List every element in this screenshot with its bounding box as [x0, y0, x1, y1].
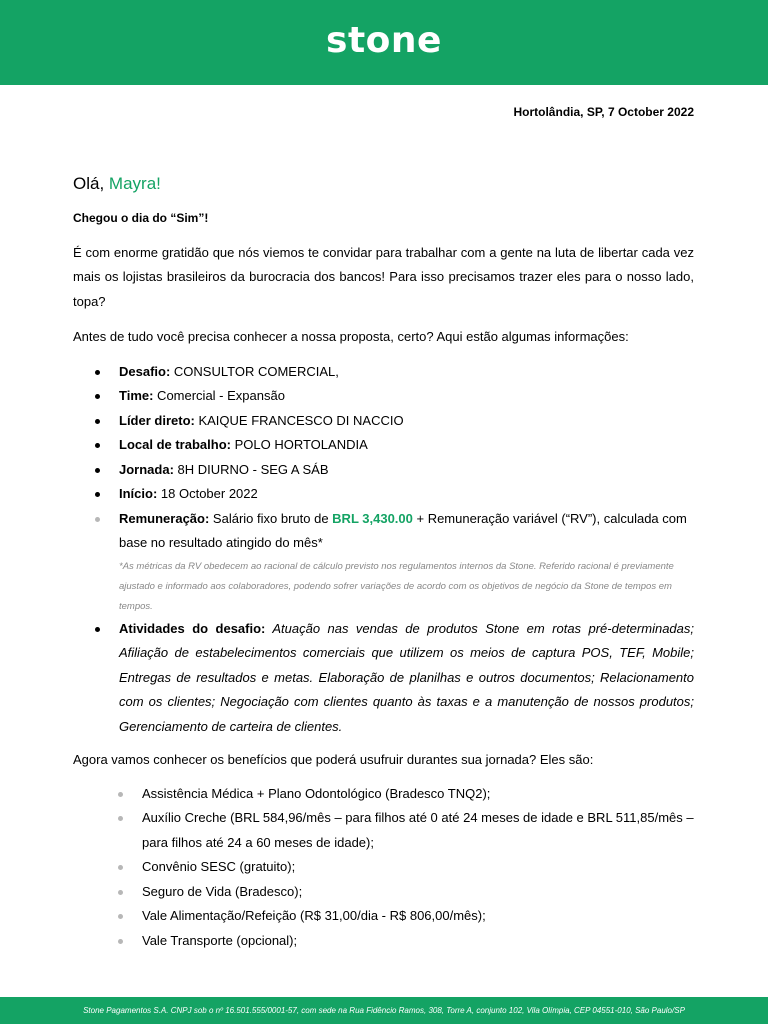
header-banner: [0, 0, 768, 85]
offer-value: KAIQUE FRANCESCO DI NACCIO: [194, 412, 404, 428]
bullet-icon: [95, 370, 100, 375]
benefit-text: Convênio SESC (gratuito);: [142, 859, 296, 874]
benefit-text: Auxílio Creche (BRL 584,96/mês – para filhos até 0 até 24 meses de idade e BRL 511,85/mês – para filhos até 24 a 60 meses de idade);: [142, 810, 694, 850]
offer-value: 8H DIURNO - SEG A SÁB: [173, 461, 329, 477]
offer-value: POLO HORTOLANDIA: [230, 437, 368, 452]
offer-value: Comercial - Expansão: [153, 388, 285, 403]
proposal-intro: Antes de tudo você precisa conhecer a nossa proposta, certo? Aqui estão algumas informações:: [73, 329, 629, 344]
pay-suffix: + Remuneração variável (“RV”), calculada com base no resultado atingido do mês*: [119, 510, 687, 550]
benefit-text: Vale Transporte (opcional);: [142, 932, 298, 948]
offer-item-shift: [73, 458, 694, 483]
benefit-text: Seguro de Vida (Bradesco);: [142, 883, 303, 899]
greeting: [73, 172, 694, 197]
bullet-icon: [118, 890, 123, 895]
stone-logo: stone: [326, 20, 442, 61]
offer-value: 18 October 2022: [157, 486, 258, 501]
footer-legal-bar: [0, 997, 768, 1024]
bullet-icon: [95, 419, 100, 424]
greeting-prefix: Olá,: [73, 173, 105, 193]
rv-footnote: *As métricas da RV obedecem ao racional de cálculo previsto nos regulamentos internos da Stone. Referido racional é previamente ajustado e informado aos colaboradores, podendo sofrer variações de acordo com os objetivos de negócio da Stone de tempos em tempos.: [119, 560, 674, 612]
bullet-icon: [118, 939, 123, 944]
bullet-icon: [95, 517, 100, 522]
bullet-icon: [95, 492, 100, 497]
offer-item-workplace: [73, 433, 694, 458]
activities-text: [119, 617, 694, 740]
benefit-item: [73, 806, 694, 855]
offer-item-pay: [73, 507, 694, 556]
benefit-item: [73, 904, 694, 929]
benefits-list: [73, 782, 694, 954]
footer-legal-text: Stone Pagamentos S.A. CNPJ sob o nº 16.501.555/0001-57, com sede na Rua Fidêncio Ramos, 308, Torre A, conjunto 102, Vila Olímpia, CEP 04551-010, São Paulo/SP: [83, 1006, 685, 1015]
benefit-item: [73, 782, 694, 807]
offer-label: Início:: [119, 486, 158, 501]
offer-details-list: [73, 360, 694, 556]
letter-body: [73, 85, 694, 953]
offer-label: Desafio:: [119, 363, 171, 379]
offer-value: CONSULTOR COMERCIAL,: [170, 363, 339, 379]
benefit-text: Assistência Médica + Plano Odontológico (Bradesco TNQ2);: [142, 785, 491, 801]
bullet-icon: [118, 816, 123, 821]
bullet-icon: [95, 443, 100, 448]
bullet-icon: [95, 394, 100, 399]
intro-paragraph: É com enorme gratidão que nós viemos te convidar para trabalhar com a gente na luta de libertar cada vez mais os lojistas brasileiros da burocracia dos bancos! Para isso precisamos trazer eles para o nosso lado, topa?: [73, 244, 694, 309]
benefits-intro: Agora vamos conhecer os benefícios que poderá usufruir durantes sua jornada? Eles são:: [73, 752, 594, 767]
offer-item-activities: [73, 617, 694, 740]
benefit-item: [73, 880, 694, 905]
offer-item-challenge: [73, 360, 694, 385]
bullet-icon: [118, 914, 123, 919]
bullet-icon: [118, 792, 123, 797]
offer-item-team: [73, 384, 694, 409]
offer-label: Local de trabalho:: [119, 437, 231, 452]
subtitle: Chegou o dia do “Sim”!: [73, 211, 209, 225]
salary-amount: BRL 3,430.00: [332, 510, 413, 526]
benefit-item: [73, 929, 694, 954]
benefit-item: [73, 855, 694, 880]
offer-item-leader: [73, 409, 694, 434]
bullet-icon: [118, 865, 123, 870]
offer-label: Jornada:: [119, 461, 174, 477]
offer-label: Time:: [119, 388, 154, 403]
candidate-name: Mayra!: [108, 173, 161, 193]
activities-value: Atuação nas vendas de produtos Stone em rotas pré-determinadas; Afiliação de estabelecimentos comerciais que utilizem os meios de captura POS, TEF, Mobile; Entregas de resultados e metas. Elaboração de planilhas e outros documentos; Relacionamento com os clientes; Negociação com clientes quanto às taxas e a manutenção de nossos produtos; Gerenciamento de carteira de clientes.: [119, 620, 694, 734]
bullet-icon: [95, 627, 100, 632]
pay-prefix: Salário fixo bruto de: [209, 510, 333, 526]
offer-label: Atividades do desafio:: [119, 620, 266, 636]
offer-label: Remuneração:: [119, 510, 210, 526]
offer-item-start: [73, 482, 694, 507]
offer-label: Líder direto:: [119, 412, 195, 428]
bullet-icon: [95, 468, 100, 473]
benefit-text: Vale Alimentação/Refeição (R$ 31,00/dia - R$ 806,00/mês);: [142, 908, 486, 923]
activities-list: [73, 617, 694, 740]
date-line: Hortolândia, SP, 7 October 2022: [513, 105, 694, 119]
